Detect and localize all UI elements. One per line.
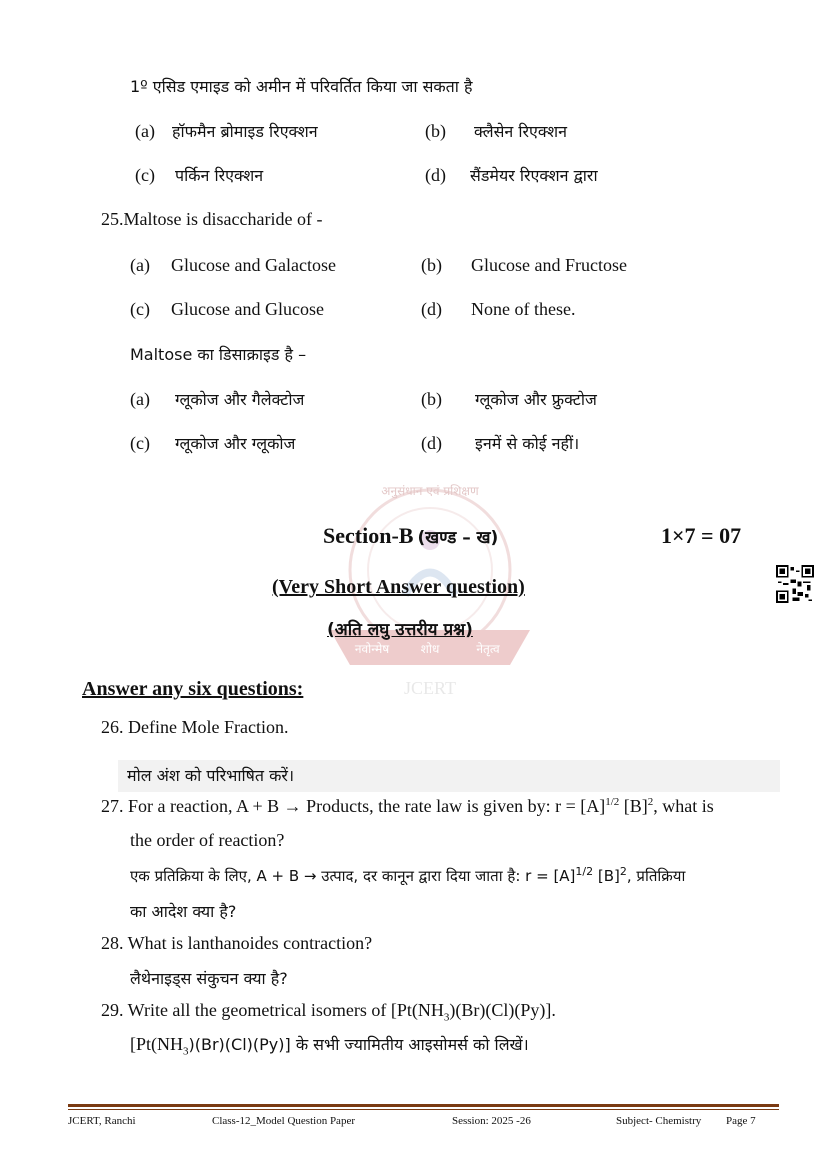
- q26-english: 26. Define Mole Fraction.: [101, 717, 289, 737]
- section-title-hindi: (खण्ड – ख): [417, 528, 499, 548]
- q25-stem: 25.Maltose is disaccharide of -: [101, 209, 323, 229]
- watermark-ring-text: अनुसंधान एवं प्रशिक्षण: [381, 484, 479, 498]
- q25-opt-a-label: (a): [130, 255, 150, 275]
- section-type-english: (Very Short Answer question): [272, 576, 525, 598]
- q24-opt-c-text: पर्किन रिएक्शन: [175, 166, 264, 185]
- section-heading: [323, 523, 498, 549]
- q25-hi-opt-c-text: ग्लूकोज और ग्लूकोज: [175, 434, 296, 453]
- q24-opt-c-label: (c): [135, 165, 155, 185]
- q25-opt-b-text: Glucose and Fructose: [471, 255, 627, 275]
- q25-opt-d-text: None of these.: [471, 299, 576, 319]
- footer-page: Page 7: [726, 1115, 756, 1127]
- watermark-band-3: नेतृत्व: [476, 642, 500, 656]
- q25-hi-opt-b-text: ग्लूकोज और फ्रुक्टोज: [475, 390, 597, 409]
- q24-opt-a-label: (a): [135, 121, 155, 141]
- watermark-band-1: नवोन्मेष: [354, 642, 390, 656]
- q25-opt-b-label: (b): [421, 255, 442, 275]
- q25-hi-opt-b-label: (b): [421, 389, 442, 409]
- footer-subject: Subject- Chemistry: [616, 1115, 702, 1127]
- footer-rule: [68, 1104, 779, 1107]
- q27-english: 27. For a reaction, A + B → Products, the rate law is given by: $r = [A]^{1/2}$ $[B]^2$, what is: [101, 796, 714, 816]
- q24-hindi-stem: 1º एसिड एमाइड को अमीन में परिवर्तित किया जा सकता है: [130, 77, 473, 96]
- q25-hi-opt-a-text: ग्लूकोज और गैलेक्टोज: [175, 390, 305, 409]
- q28-hindi: लैथेनाइड्स संकुचन क्या है?: [130, 969, 288, 988]
- q27-hindi: एक प्रतिक्रिया के लिए, A + B → उत्पाद, दर कानून द्वारा दिया जाता है: $r = [A]^{1/2}$ $[B]^2$, प्रतिक्रिया: [130, 865, 686, 885]
- qr-code: [776, 565, 814, 603]
- footer-paper: Class-12_Model Question Paper: [212, 1115, 355, 1127]
- q24-opt-d-label: (d): [425, 165, 446, 185]
- footer-org: JCERT, Ranchi: [68, 1115, 136, 1127]
- q29-hindi: $[Pt(NH_3)(Br)(Cl)(Py)]$ के सभी ज्यामितीय आइसोमर्स को लिखें।: [130, 1034, 529, 1058]
- q29-english: 29. Write all the geometrical isomers of $[Pt(NH_3)(Br)(Cl)(Py)]$.: [101, 1000, 556, 1024]
- section-title: Section-B: [323, 523, 414, 548]
- q27-hindi-line2: का आदेश क्या है?: [130, 902, 237, 921]
- q25-opt-c-label: (c): [130, 299, 150, 319]
- q24-opt-a-text: हॉफमैन ब्रोमाइड रिएक्शन: [172, 122, 318, 141]
- q25-opt-a-text: Glucose and Galactose: [171, 255, 336, 275]
- footer-rule-thin: [68, 1109, 779, 1110]
- q25-hi-opt-d-text: इनमें से कोई नहीं।: [475, 434, 580, 453]
- watermark-name: JCERT: [404, 678, 456, 698]
- footer-session: Session: 2025 -26: [452, 1115, 531, 1127]
- q25-opt-d-label: (d): [421, 299, 442, 319]
- q24-opt-b-text: क्लैसेन रिएक्शन: [474, 122, 567, 141]
- section-type-hindi: (अति लघु उत्तरीय प्रश्न): [327, 620, 473, 640]
- q25-hi-opt-a-label: (a): [130, 389, 150, 409]
- q25-hi-opt-d-label: (d): [421, 433, 442, 453]
- q25-opt-c-text: Glucose and Glucose: [171, 299, 324, 319]
- instruction: Answer any six questions:: [82, 678, 304, 700]
- q25-hi-opt-c-label: (c): [130, 433, 150, 453]
- q25-hindi-stem: Maltose का डिसाक्राइड है –: [130, 345, 307, 364]
- q24-opt-d-text: सैंडमेयर रिएक्शन द्वारा: [470, 166, 598, 185]
- watermark-band-2: शोध: [420, 642, 440, 656]
- q27-english-line2: the order of reaction?: [130, 830, 285, 850]
- section-marks: 1×7 = 07: [661, 523, 742, 548]
- q28-english: 28. What is lanthanoides contraction?: [101, 933, 373, 953]
- q26-hindi: मोल अंश को परिभाषित करें।: [127, 766, 295, 785]
- q24-opt-b-label: (b): [425, 121, 446, 141]
